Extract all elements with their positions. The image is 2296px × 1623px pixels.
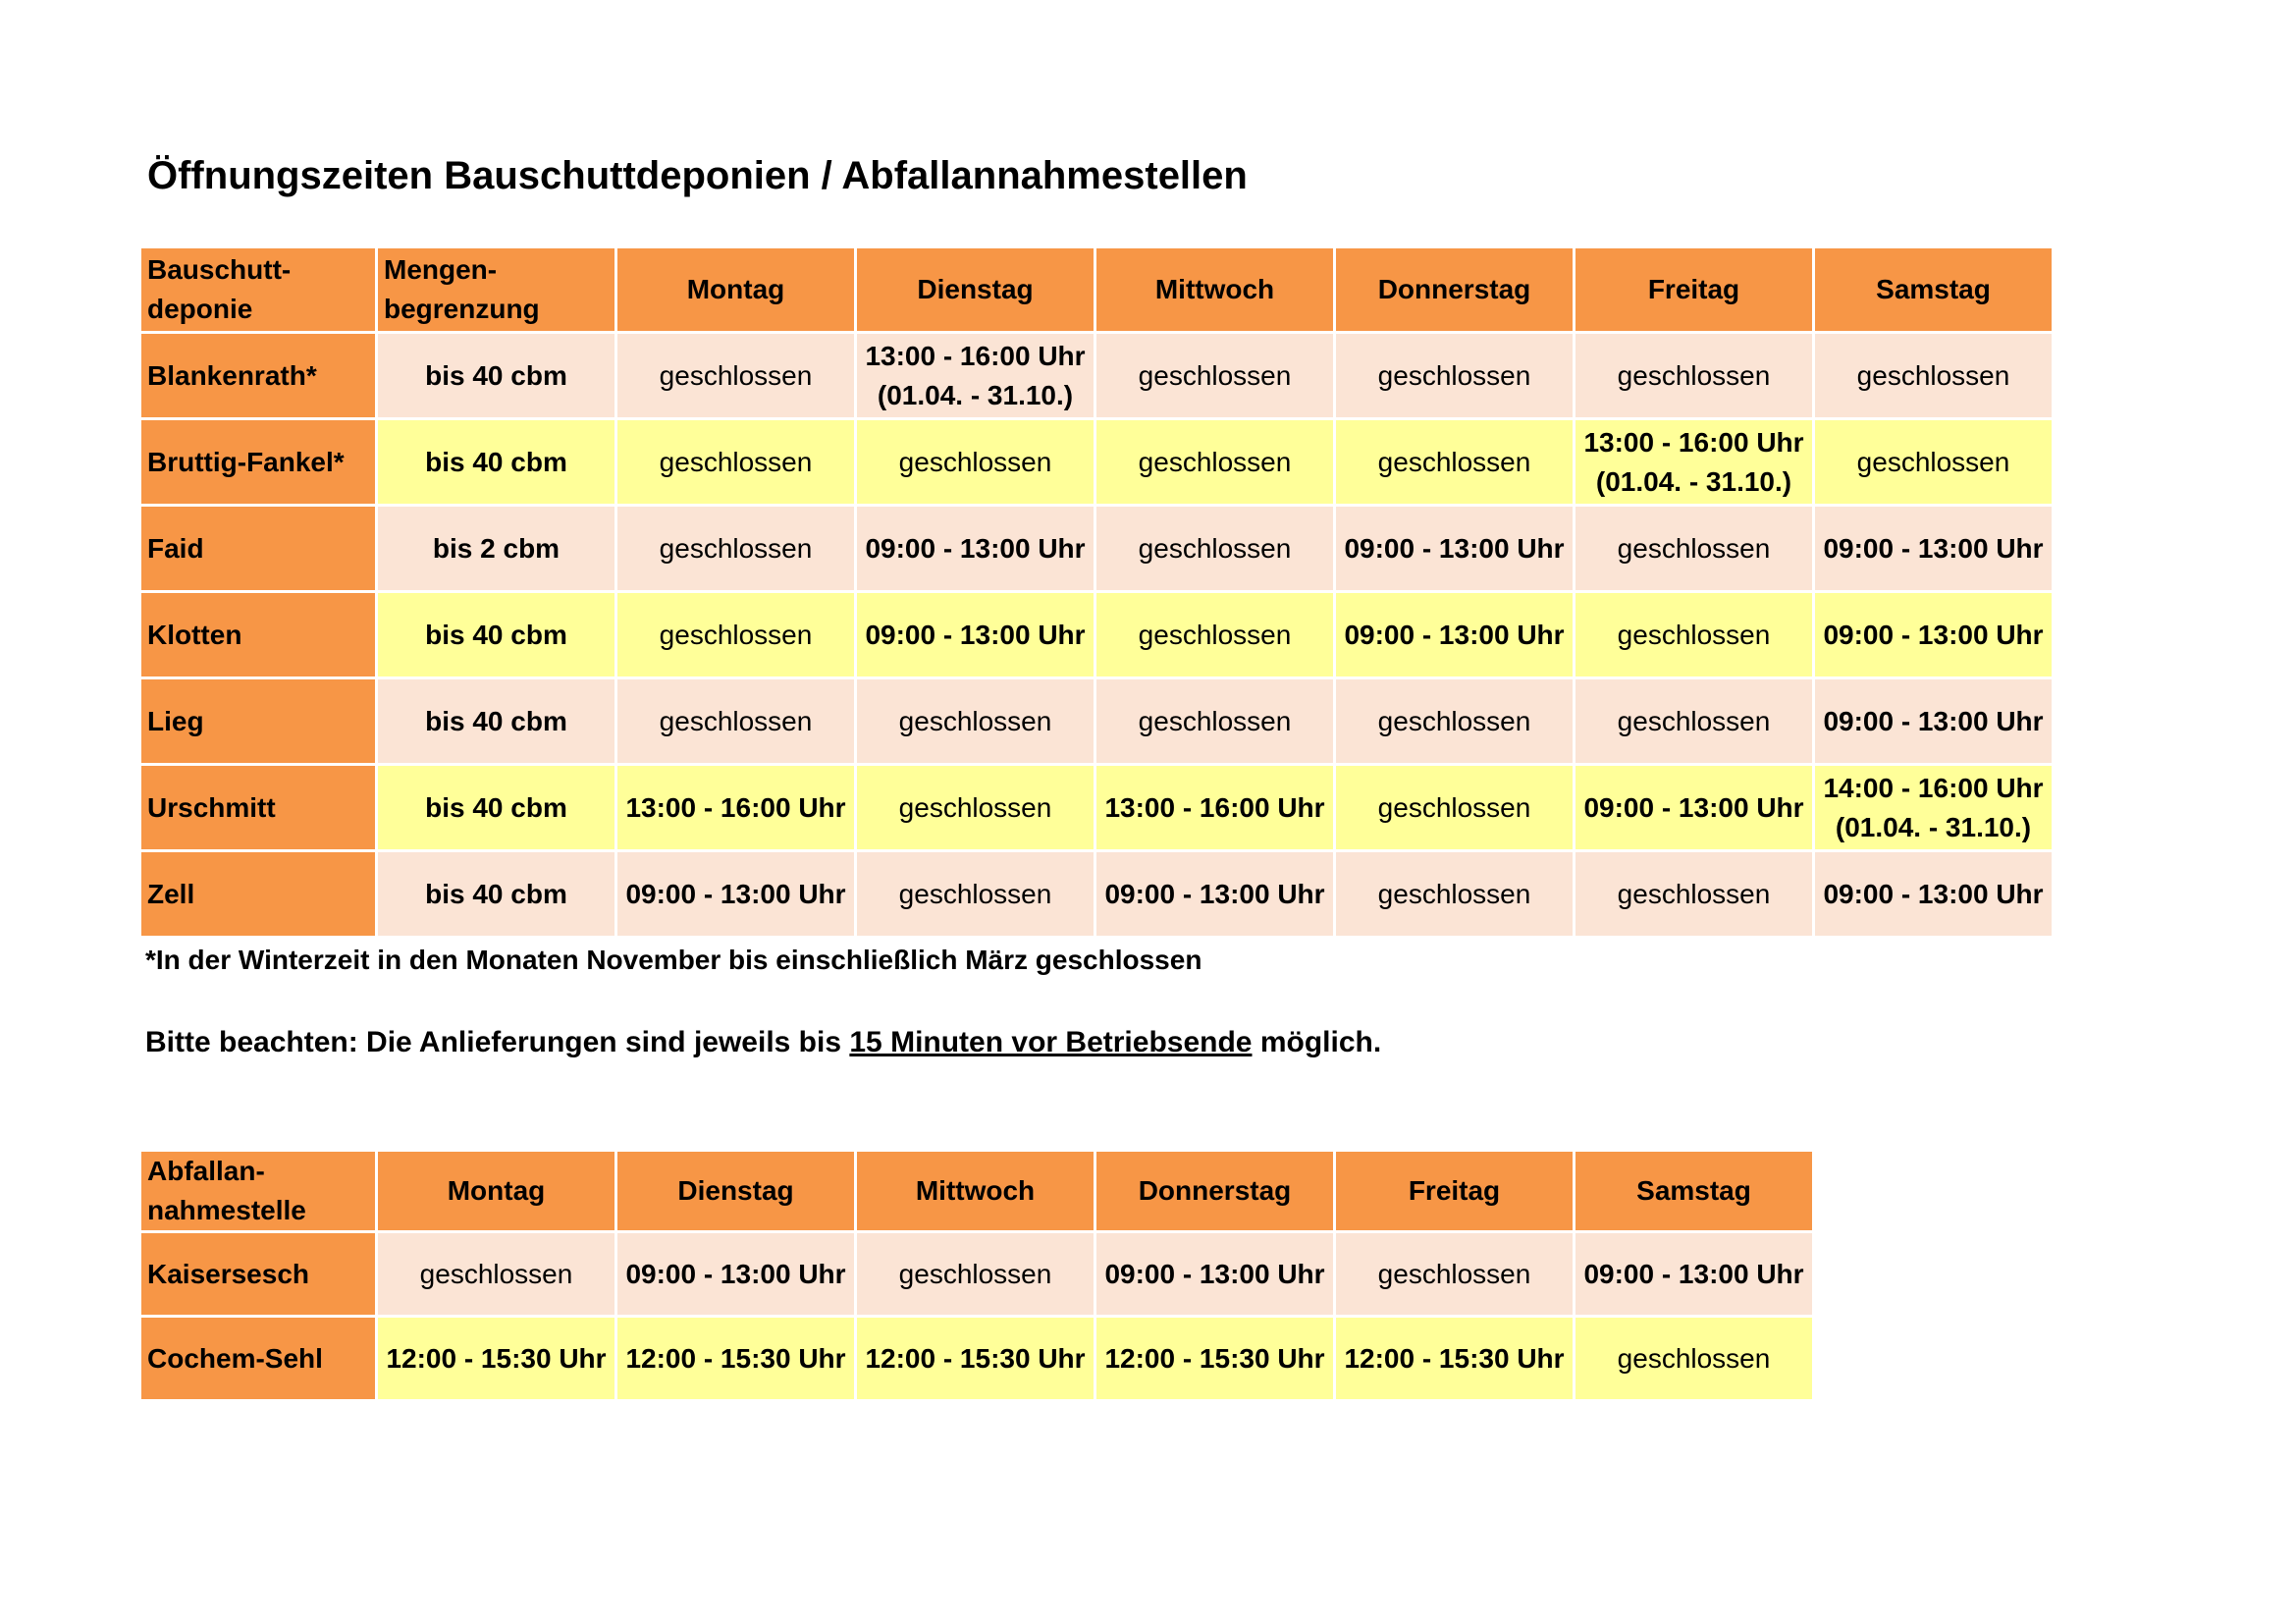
hours-line: 12:00 - 15:30 Uhr <box>1104 1342 1325 1374</box>
column-header-mengenbegrenzung <box>378 248 614 331</box>
opening-hours-cell <box>1575 852 1812 936</box>
hours-line: 09:00 - 13:00 Uhr <box>1823 532 2044 564</box>
hours-line: 12:00 - 15:30 Uhr <box>386 1342 607 1374</box>
opening-hours-cell <box>1815 593 2052 676</box>
opening-hours-cell <box>1336 420 1573 504</box>
table-row <box>141 1318 1812 1399</box>
hours-line: geschlossen <box>898 878 1052 909</box>
opening-hours-cell <box>857 766 1094 849</box>
column-header-annahmestelle <box>141 1152 375 1230</box>
location-name: Lieg <box>141 679 375 763</box>
abfallannahmestelle-schedule-table <box>138 1149 1815 1402</box>
opening-hours-cell <box>1336 679 1573 763</box>
opening-hours-cell <box>1815 852 2052 936</box>
quantity-limit: bis 40 cbm <box>378 334 614 417</box>
column-header-dienstag: Dienstag <box>857 248 1094 331</box>
location-name: Kaisersesch <box>141 1233 375 1315</box>
quantity-limit: bis 40 cbm <box>378 679 614 763</box>
hours-line: geschlossen <box>1617 619 1771 650</box>
opening-hours-cell <box>1096 593 1333 676</box>
location-name: Urschmitt <box>141 766 375 849</box>
opening-hours-cell <box>1336 593 1573 676</box>
column-header-freitag: Freitag <box>1575 248 1812 331</box>
hours-line: geschlossen <box>1856 359 2010 391</box>
hours-line: 09:00 - 13:00 Uhr <box>1344 619 1565 650</box>
hours-line: 13:00 - 16:00 Uhr <box>1583 426 1804 458</box>
quantity-limit: bis 2 cbm <box>378 507 614 590</box>
hours-line: geschlossen <box>419 1258 573 1289</box>
opening-hours-cell <box>1336 1318 1573 1399</box>
hours-line: 09:00 - 13:00 Uhr <box>1104 1258 1325 1289</box>
hours-line: geschlossen <box>1377 878 1531 909</box>
hours-line: geschlossen <box>1138 359 1292 391</box>
opening-hours-cell <box>1336 334 1573 417</box>
hours-line: geschlossen <box>1138 619 1292 650</box>
opening-hours-cell <box>1096 334 1333 417</box>
opening-hours-cell <box>617 420 854 504</box>
opening-hours-cell <box>617 679 854 763</box>
opening-hours-cell <box>378 1318 614 1399</box>
location-name: Klotten <box>141 593 375 676</box>
location-name: Zell <box>141 852 375 936</box>
opening-hours-cell <box>1575 420 1812 504</box>
quantity-limit: bis 40 cbm <box>378 420 614 504</box>
header-row <box>141 248 2052 331</box>
header-line: Bauschutt- <box>147 254 292 285</box>
hours-line: geschlossen <box>1377 705 1531 736</box>
hours-line: geschlossen <box>1138 532 1292 564</box>
opening-hours-cell <box>1096 420 1333 504</box>
table-row <box>141 334 2052 417</box>
hours-line: 13:00 - 16:00 Uhr <box>865 340 1086 371</box>
column-header-mittwoch: Mittwoch <box>1096 248 1333 331</box>
opening-hours-cell <box>617 852 854 936</box>
column-header-freitag: Freitag <box>1336 1152 1573 1230</box>
hours-line: geschlossen <box>1617 359 1771 391</box>
opening-hours-cell <box>857 420 1094 504</box>
hours-line: geschlossen <box>898 791 1052 823</box>
header-line: Abfallan- <box>147 1156 265 1186</box>
hours-line: geschlossen <box>1856 446 2010 477</box>
opening-hours-cell <box>1096 1318 1333 1399</box>
hours-line: (01.04. - 31.10.) <box>1835 811 2032 842</box>
column-header-mittwoch: Mittwoch <box>857 1152 1094 1230</box>
footnote: *In der Winterzeit in den Monaten November bis einschließlich März geschlossen <box>145 945 1202 975</box>
opening-hours-cell <box>1096 1233 1333 1315</box>
hours-line: 09:00 - 13:00 Uhr <box>1823 705 2044 736</box>
opening-hours-cell <box>857 1318 1094 1399</box>
opening-hours-cell <box>378 1233 614 1315</box>
hours-line: geschlossen <box>1617 705 1771 736</box>
opening-hours-cell <box>857 679 1094 763</box>
opening-hours-cell <box>1575 593 1812 676</box>
location-name: Blankenrath* <box>141 334 375 417</box>
column-header-montag: Montag <box>617 248 854 331</box>
column-header-montag: Montag <box>378 1152 614 1230</box>
header-line: Mengen- <box>384 254 498 285</box>
notice-prefix: Bitte beachten: Die Anlieferungen sind jeweils bis <box>145 1026 850 1058</box>
hours-line: geschlossen <box>898 446 1052 477</box>
opening-hours-cell <box>857 1233 1094 1315</box>
opening-hours-cell <box>617 334 854 417</box>
notice-suffix: möglich. <box>1252 1026 1382 1058</box>
page-title: Öffnungszeiten Bauschuttdeponien / Abfallannahmestellen <box>147 154 1248 197</box>
hours-line: 12:00 - 15:30 Uhr <box>625 1342 846 1374</box>
hours-line: 13:00 - 16:00 Uhr <box>1104 791 1325 823</box>
opening-hours-cell <box>1815 679 2052 763</box>
hours-line: 09:00 - 13:00 Uhr <box>1583 791 1804 823</box>
opening-hours-cell <box>1575 507 1812 590</box>
table-row <box>141 852 2052 936</box>
header-line: deponie <box>147 294 253 324</box>
notice-underlined: 15 Minuten vor Betriebsende <box>849 1026 1253 1058</box>
column-header-samstag: Samstag <box>1575 1152 1812 1230</box>
hours-line: 09:00 - 13:00 Uhr <box>865 532 1086 564</box>
hours-line: geschlossen <box>1377 1258 1531 1289</box>
hours-line: geschlossen <box>1617 1342 1771 1374</box>
header-line: nahmestelle <box>147 1195 306 1225</box>
opening-hours-cell <box>1096 679 1333 763</box>
opening-hours-cell <box>1815 507 2052 590</box>
opening-hours-cell <box>617 1318 854 1399</box>
opening-hours-cell <box>1336 507 1573 590</box>
hours-line: geschlossen <box>1138 446 1292 477</box>
opening-hours-cell <box>617 507 854 590</box>
opening-hours-cell <box>617 593 854 676</box>
hours-line: 09:00 - 13:00 Uhr <box>1823 619 2044 650</box>
hours-line: 09:00 - 13:00 Uhr <box>865 619 1086 650</box>
hours-line: 09:00 - 13:00 Uhr <box>625 1258 846 1289</box>
hours-line: (01.04. - 31.10.) <box>877 379 1074 410</box>
opening-hours-cell <box>1575 334 1812 417</box>
hours-line: geschlossen <box>1377 791 1531 823</box>
hours-line: geschlossen <box>659 446 813 477</box>
bauschuttdeponie-schedule-table <box>138 245 2055 939</box>
opening-hours-cell <box>857 507 1094 590</box>
opening-hours-cell <box>1096 507 1333 590</box>
location-name: Bruttig-Fankel* <box>141 420 375 504</box>
hours-line: 09:00 - 13:00 Uhr <box>1104 878 1325 909</box>
opening-hours-cell <box>1575 1233 1812 1315</box>
hours-line: geschlossen <box>1617 532 1771 564</box>
column-header-dienstag: Dienstag <box>617 1152 854 1230</box>
hours-line: 09:00 - 13:00 Uhr <box>1583 1258 1804 1289</box>
hours-line: geschlossen <box>1138 705 1292 736</box>
table-row <box>141 766 2052 849</box>
column-header-samstag: Samstag <box>1815 248 2052 331</box>
hours-line: geschlossen <box>659 619 813 650</box>
quantity-limit: bis 40 cbm <box>378 766 614 849</box>
header-line: begrenzung <box>384 294 540 324</box>
table-row <box>141 507 2052 590</box>
quantity-limit: bis 40 cbm <box>378 593 614 676</box>
opening-hours-cell <box>1575 1318 1812 1399</box>
opening-hours-cell <box>1815 334 2052 417</box>
hours-line: 12:00 - 15:30 Uhr <box>865 1342 1086 1374</box>
delivery-notice <box>145 1026 1381 1059</box>
table-row <box>141 593 2052 676</box>
opening-hours-cell <box>857 334 1094 417</box>
hours-line: 09:00 - 13:00 Uhr <box>625 878 846 909</box>
hours-line: geschlossen <box>1377 359 1531 391</box>
opening-hours-cell <box>1575 679 1812 763</box>
hours-line: geschlossen <box>659 705 813 736</box>
hours-line: geschlossen <box>1377 446 1531 477</box>
hours-line: 12:00 - 15:30 Uhr <box>1344 1342 1565 1374</box>
column-header-donnerstag: Donnerstag <box>1336 248 1573 331</box>
opening-hours-cell <box>1336 1233 1573 1315</box>
header-row <box>141 1152 1812 1230</box>
opening-hours-cell <box>1336 766 1573 849</box>
quantity-limit: bis 40 cbm <box>378 852 614 936</box>
opening-hours-cell <box>857 852 1094 936</box>
hours-line: geschlossen <box>898 1258 1052 1289</box>
hours-line: geschlossen <box>659 532 813 564</box>
location-name: Cochem-Sehl <box>141 1318 375 1399</box>
opening-hours-cell <box>1096 766 1333 849</box>
column-header-donnerstag: Donnerstag <box>1096 1152 1333 1230</box>
hours-line: geschlossen <box>898 705 1052 736</box>
opening-hours-cell <box>1815 420 2052 504</box>
hours-line: 09:00 - 13:00 Uhr <box>1823 878 2044 909</box>
opening-hours-cell <box>1336 852 1573 936</box>
hours-line: geschlossen <box>1617 878 1771 909</box>
opening-hours-cell <box>1815 766 2052 849</box>
hours-line: 14:00 - 16:00 Uhr <box>1823 772 2044 803</box>
opening-hours-cell <box>617 766 854 849</box>
table-row <box>141 679 2052 763</box>
location-name: Faid <box>141 507 375 590</box>
hours-line: (01.04. - 31.10.) <box>1595 465 1792 497</box>
opening-hours-cell <box>617 1233 854 1315</box>
column-header-deponie <box>141 248 375 331</box>
opening-hours-cell <box>1575 766 1812 849</box>
hours-line: 13:00 - 16:00 Uhr <box>625 791 846 823</box>
opening-hours-cell <box>1096 852 1333 936</box>
table-row <box>141 1233 1812 1315</box>
hours-line: geschlossen <box>659 359 813 391</box>
hours-line: 09:00 - 13:00 Uhr <box>1344 532 1565 564</box>
table-row <box>141 420 2052 504</box>
opening-hours-cell <box>857 593 1094 676</box>
